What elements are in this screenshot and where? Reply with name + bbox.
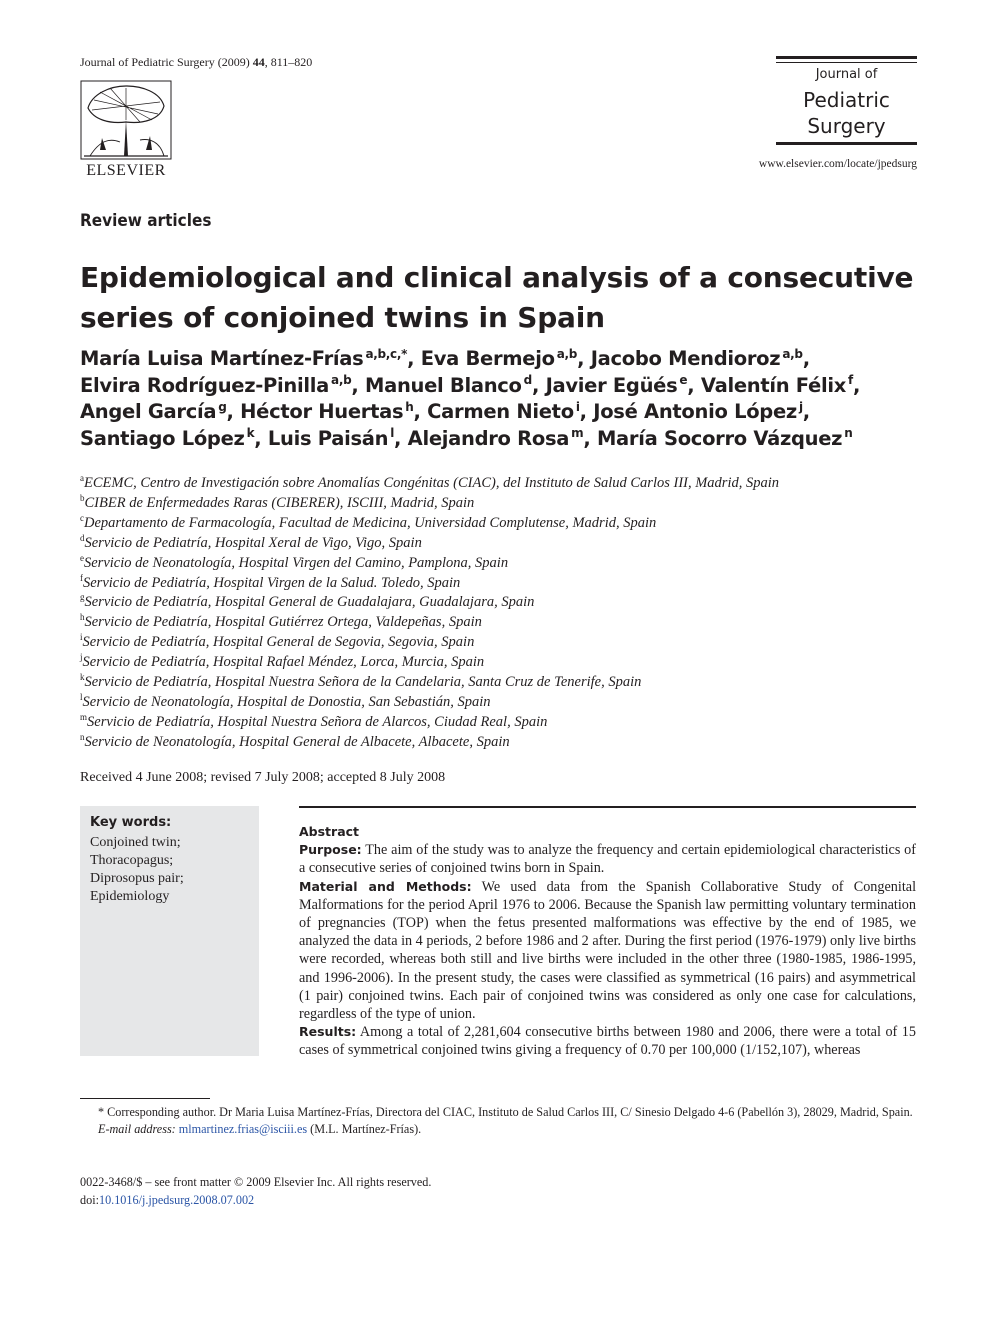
affiliation-key: j [80,652,83,663]
affiliation-item [80,633,916,653]
copyright-block [80,1174,916,1209]
author-separator: , [394,426,408,450]
author-name[interactable]: Elvira Rodríguez-Pinilla [80,373,330,397]
article-title: Epidemiological and clinical analysis of a consecutive series of conjoined twins in Spain [80,261,914,334]
affiliation-item [80,514,916,534]
keywords-list [90,834,184,906]
email-link[interactable]: mlmartinez.frias@isciii.es [178,1122,308,1136]
purpose-text: The aim of the study was to analyze the frequency and certain epidemiological characteristics of a consecutive series of conjoined twins born in Spain. [299,842,916,877]
journal-name: Journal of Pediatric Surgery [80,55,215,69]
journal-pages: 811–820 [270,55,313,69]
author-separator: , [802,347,810,370]
author-affiliation-marker[interactable]: i [575,399,580,414]
results-label: Results: [299,1024,357,1040]
affiliation-text: Servicio de Pediatría, Hospital Virgen de la Salud. Toledo, Spain [83,574,461,591]
author-affiliation-marker[interactable]: m [571,426,584,440]
affiliation-key: a [80,473,84,484]
affiliation-text: Departamento de Farmacología, Facultad de Medicina, Universidad Complutense, Madrid, Spain [84,514,657,531]
masthead-rule-thin [776,62,917,63]
affiliation-key: d [80,532,85,543]
affiliation-key: h [80,612,85,623]
journal-year: (2009) [217,55,250,69]
affiliation-item [80,534,916,554]
author-affiliation-marker[interactable]: g [218,399,227,414]
affiliation-item [80,693,916,713]
affiliation-text: Servicio de Neonatología, Hospital Virgen del Camino, Pamplona, Spain [84,554,509,571]
author-affiliation-marker[interactable]: l [390,426,395,440]
affiliation-item [80,474,916,494]
journal-masthead [776,56,917,148]
journal-url[interactable]: www.elsevier.com/locate/jpedsurg [758,158,917,170]
author-name[interactable]: Angel García [80,400,217,423]
author-name[interactable]: María Socorro Vázquez [596,426,843,450]
author-separator: , [852,373,861,397]
affiliation-text: Servicio de Pediatría, Hospital Gutiérrez Ortega, Valdepeñas, Spain [84,614,482,631]
affiliation-key: l [80,692,83,703]
masthead-rule [776,56,917,59]
author-name[interactable]: Jacobo Mendioroz [590,347,781,370]
author-name[interactable]: Alejandro Rosa [407,426,570,450]
author-separator: , [583,426,597,450]
author-separator: , [531,373,546,397]
footnote-rule [80,1098,210,1099]
keyword-item: Diprosopus pair; [90,871,184,886]
abstract-heading: Abstract [299,824,360,839]
publisher-name: ELSEVIER [86,162,166,179]
affiliation-key: b [80,493,85,504]
affiliation-key: n [80,731,85,742]
affiliation-key: f [80,572,83,583]
author-affiliation-marker[interactable]: f [848,373,853,387]
author-affiliation-marker[interactable]: k [246,426,255,440]
masthead-rule-bottom [776,142,917,145]
author-list [80,346,916,452]
affiliation-item [80,554,916,574]
author-affiliation-marker[interactable]: h [405,399,414,414]
affiliation-text: Servicio de Pediatría, Hospital Xeral de Vigo, Vigo, Spain [84,534,422,551]
affiliation-key: e [80,552,84,563]
affiliation-key: g [80,592,85,603]
keyword-item: Conjoined twin; [90,835,181,850]
author-separator: , [351,373,365,397]
affiliation-key: c [80,512,84,523]
keywords-title: Key words: [90,815,172,830]
copyright-line: 0022-3468/$ – see front matter © 2009 Elsevier Inc. All rights reserved. [80,1175,432,1189]
author-affiliation-marker[interactable]: d [523,373,532,387]
affiliation-key: i [80,632,83,643]
doi-label: doi: [80,1192,99,1207]
author-separator: , [577,347,591,370]
section-label: Review articles [80,211,212,231]
author-affiliation-marker[interactable]: n [844,426,853,440]
author-separator: , [254,426,268,450]
author-separator: , [687,373,701,397]
elsevier-tree-icon [80,80,172,160]
author-name[interactable]: José Antonio López [593,400,797,423]
author-name[interactable]: Santiago López [80,426,245,450]
corresponding-footnote [80,1104,916,1138]
affiliation-text: Servicio de Neonatología, Hospital General de Albacete, Albacete, Spain [84,733,510,750]
email-label: E-mail address: [98,1122,176,1136]
affiliation-key: k [80,672,85,683]
affiliation-item [80,733,916,753]
author-separator: , [407,347,421,370]
keywords-box [80,806,259,1056]
masthead-line-3: Surgery [807,114,886,138]
masthead-line-2: Pediatric [803,88,890,112]
affiliation-item [80,653,916,673]
keyword-item: Thoracopagus; [90,853,174,868]
methods-label: Material and Methods: [299,878,472,894]
author-name[interactable]: Héctor Huertas [240,400,404,423]
author-separator: , [226,400,241,423]
doi-link[interactable]: 10.1016/j.jpedsurg.2008.07.002 [98,1192,255,1207]
affiliation-item [80,673,916,693]
author-affiliation-marker[interactable]: a,b [331,373,352,387]
affiliation-list [80,474,916,753]
affiliation-text: ECEMC, Centro de Investigación sobre Anomalías Congénitas (CIAC), del Instituto de Salud Carlos III, Madrid, Spain [84,475,780,491]
affiliation-text: Servicio de Pediatría, Hospital General de Segovia, Segovia, Spain [82,634,475,651]
journal-citation: Journal of Pediatric Surgery (2009) 44, 811–820 [80,55,313,69]
author-separator: , [413,400,428,423]
purpose-label: Purpose: [299,842,362,858]
abstract [299,823,916,1060]
keyword-item: Epidemiology [90,889,170,904]
affiliation-text: Servicio de Neonatología, Hospital de Donostia, San Sebastián, Spain [82,693,491,710]
author-affiliation-marker[interactable]: a,b [782,346,803,361]
affiliation-text: CIBER de Enfermedades Raras (CIBERER), ISCIII, Madrid, Spain [84,494,475,511]
author-name[interactable]: Eva Bermejo [420,347,555,370]
abstract-methods [299,878,916,1024]
abstract-purpose [299,841,916,877]
journal-volume: 44 [252,55,265,69]
affiliation-item [80,593,916,613]
affiliation-item [80,494,916,514]
author-name[interactable]: Luis Paisán [267,426,389,450]
author-name[interactable]: María Luisa Martínez-Frías [80,347,364,370]
affiliation-key: m [80,712,88,723]
affiliation-text: Servicio de Pediatría, Hospital Rafael Méndez, Lorca, Murcia, Spain [82,654,485,671]
abstract-rule [299,806,916,808]
author-affiliation-marker[interactable]: a,b,c,* [365,346,408,361]
affiliation-item [80,574,916,594]
abstract-results [299,1023,916,1059]
author-name[interactable]: Manuel Blanco [364,373,522,397]
publisher-logo [80,80,170,180]
email-owner: (M.L. Martínez-Frías). [307,1122,422,1136]
author-affiliation-marker[interactable]: a,b [556,346,578,361]
methods-text: We used data from the Spanish Collaborative Study of Congenital Malformations for the period April 1976 to 2006. Because the Spanish law permitting voluntary termination of pregnancies (TOP) when the fetus presented malformations was effective by the end of 1985, we analyzed the data in 4 periods, 2 before 1986 and 2 after. During the first period (1976-1979) only live births were recorded, whereas both still and live births were included in the other three (1980-1985, 1986-1995, and 1996-2006). In the present study, the cases were classified as symmetrical (16 pairs) and asymmetrical (1 pair) conjoined twins. Each pair of conjoined twins was considered as only one case for calculations, regardless of the type of union. [299,878,917,1023]
email-line [80,1121,916,1138]
affiliation-item [80,613,916,633]
corresponding-author: * Corresponding author. Dr Maria Luisa Martínez-Frías, Directora del CIAC, Instituto de Salud Carlos III, C/ Sinesio Delgado 4-6 (Pabellón 3), 28029, Madrid, Spain. [98,1105,913,1119]
author-affiliation-marker[interactable]: e [679,373,688,387]
author-name[interactable]: Valentín Félix [700,373,847,397]
affiliation-text: Servicio de Pediatría, Hospital Nuestra Señora de la Candelaria, Santa Cruz de Tenerife, Spain [84,674,642,691]
author-separator: , [579,400,594,423]
author-name[interactable]: Javier Egüés [545,373,678,397]
masthead-line-1: Journal of [815,67,878,82]
affiliation-text: Servicio de Pediatría, Hospital General de Guadalajara, Guadalajara, Spain [84,594,535,611]
affiliation-item [80,713,916,733]
article-history: Received 4 June 2008; revised 7 July 2008; accepted 8 July 2008 [80,770,446,785]
author-separator: , [802,400,810,423]
affiliation-text: Servicio de Pediatría, Hospital Nuestra Señora de Alarcos, Ciudad Real, Spain [87,713,548,730]
doi-line [80,1192,916,1210]
results-text: Among a total of 2,281,604 consecutive births between 1980 and 2006, there were a total of 15 cases of symmetrical conjoined twins giving a frequency of 0.70 per 100,000 (1/152,107), whereas [299,1024,916,1059]
author-affiliation-marker[interactable]: j [798,399,803,414]
author-name[interactable]: Carmen Nieto [427,400,574,423]
